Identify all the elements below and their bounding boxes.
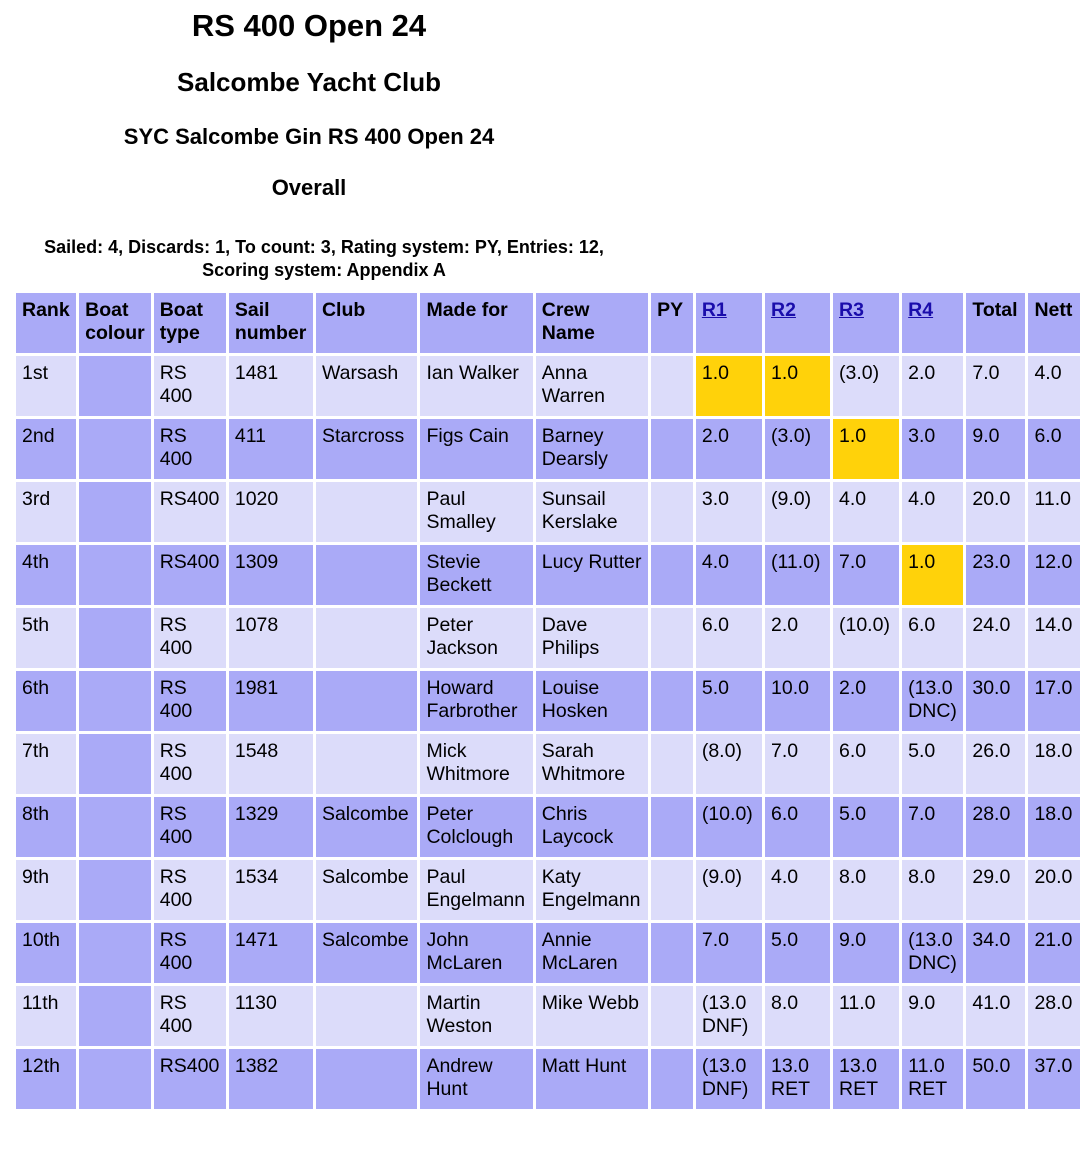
made-for-cell: Figs Cain xyxy=(420,419,532,479)
nett-cell: 11.0 xyxy=(1028,482,1080,542)
nett-cell: 21.0 xyxy=(1028,923,1080,983)
race-1-score: 6.0 xyxy=(696,608,762,668)
table-row xyxy=(16,797,1080,857)
race-4-score: 8.0 xyxy=(902,860,963,920)
made-for-cell: Martin Weston xyxy=(420,986,532,1046)
boat-type-cell: RS 400 xyxy=(154,671,226,731)
crew-name-cell: Katy Engelmann xyxy=(536,860,648,920)
col-header-made-for: Made for xyxy=(420,293,532,353)
race-3-score: 6.0 xyxy=(833,734,899,794)
py-cell xyxy=(651,671,693,731)
col-header-r2 xyxy=(765,293,830,353)
race-4-score: 2.0 xyxy=(902,356,963,416)
race-4-score: 4.0 xyxy=(902,482,963,542)
race-2-score: 13.0 RET xyxy=(765,1049,830,1109)
crew-name-cell: Anna Warren xyxy=(536,356,648,416)
table-row xyxy=(16,419,1080,479)
made-for-cell: Ian Walker xyxy=(420,356,532,416)
py-cell xyxy=(651,923,693,983)
boat-colour-cell xyxy=(79,923,151,983)
crew-name-cell: Louise Hosken xyxy=(536,671,648,731)
race-2-score: 1.0 xyxy=(765,356,830,416)
py-cell xyxy=(651,860,693,920)
col-header-boat-colour: Boat colour xyxy=(79,293,151,353)
table-row xyxy=(16,1049,1080,1109)
boat-colour-cell xyxy=(79,356,151,416)
race-2-score: 7.0 xyxy=(765,734,830,794)
col-header-rank: Rank xyxy=(16,293,76,353)
race-2-score: (9.0) xyxy=(765,482,830,542)
table-row xyxy=(16,608,1080,668)
sail-number-cell: 1534 xyxy=(229,860,313,920)
py-cell xyxy=(651,1049,693,1109)
race-3-score: 5.0 xyxy=(833,797,899,857)
made-for-cell: Peter Colclough xyxy=(420,797,532,857)
nett-cell: 17.0 xyxy=(1028,671,1080,731)
total-cell: 34.0 xyxy=(966,923,1025,983)
sail-number-cell: 1020 xyxy=(229,482,313,542)
nett-cell: 28.0 xyxy=(1028,986,1080,1046)
total-cell: 28.0 xyxy=(966,797,1025,857)
race-3-score: 7.0 xyxy=(833,545,899,605)
race-2-score: 8.0 xyxy=(765,986,830,1046)
boat-type-cell: RS 400 xyxy=(154,797,226,857)
table-row xyxy=(16,671,1080,731)
series-name: Overall xyxy=(271,175,347,200)
nett-cell: 6.0 xyxy=(1028,419,1080,479)
total-cell: 9.0 xyxy=(966,419,1025,479)
race-2-score: (3.0) xyxy=(765,419,830,479)
rank-cell: 4th xyxy=(16,545,76,605)
crew-name-cell: Barney Dearsly xyxy=(536,419,648,479)
crew-name-cell: Sunsail Kerslake xyxy=(536,482,648,542)
race-1-score: 3.0 xyxy=(696,482,762,542)
made-for-cell: Paul Smalley xyxy=(420,482,532,542)
event-name: SYC Salcombe Gin RS 400 Open 24 xyxy=(123,124,495,149)
nett-cell: 4.0 xyxy=(1028,356,1080,416)
race-3-score: 2.0 xyxy=(833,671,899,731)
total-cell: 23.0 xyxy=(966,545,1025,605)
boat-colour-cell xyxy=(79,608,151,668)
crew-name-cell: Sarah Whitmore xyxy=(536,734,648,794)
boat-type-cell: RS400 xyxy=(154,482,226,542)
rank-cell: 2nd xyxy=(16,419,76,479)
made-for-cell: Howard Farbrother xyxy=(420,671,532,731)
rank-cell: 5th xyxy=(16,608,76,668)
made-for-cell: Andrew Hunt xyxy=(420,1049,532,1109)
nett-cell: 18.0 xyxy=(1028,797,1080,857)
club-cell xyxy=(316,671,418,731)
race-3-score: 13.0 RET xyxy=(833,1049,899,1109)
race-1-score: (13.0 DNF) xyxy=(696,986,762,1046)
total-cell: 30.0 xyxy=(966,671,1025,731)
boat-type-cell: RS 400 xyxy=(154,860,226,920)
boat-type-cell: RS400 xyxy=(154,545,226,605)
made-for-cell: Stevie Beckett xyxy=(420,545,532,605)
race-2-score: 5.0 xyxy=(765,923,830,983)
total-cell: 24.0 xyxy=(966,608,1025,668)
table-row xyxy=(16,923,1080,983)
race-4-score: 11.0 RET xyxy=(902,1049,963,1109)
total-cell: 26.0 xyxy=(966,734,1025,794)
py-cell xyxy=(651,734,693,794)
made-for-cell: Mick Whitmore xyxy=(420,734,532,794)
col-header-nett: Nett xyxy=(1028,293,1080,353)
boat-type-cell: RS 400 xyxy=(154,734,226,794)
race-4-score: (13.0 DNC) xyxy=(902,671,963,731)
total-cell: 20.0 xyxy=(966,482,1025,542)
race-1-score: 1.0 xyxy=(696,356,762,416)
crew-name-cell: Annie McLaren xyxy=(536,923,648,983)
race-4-link[interactable]: R4 xyxy=(908,299,934,321)
boat-type-cell: RS 400 xyxy=(154,608,226,668)
rank-cell: 10th xyxy=(16,923,76,983)
club-cell xyxy=(316,734,418,794)
race-4-score: 1.0 xyxy=(902,545,963,605)
sail-number-cell: 1130 xyxy=(229,986,313,1046)
race-2-score: 2.0 xyxy=(765,608,830,668)
table-row xyxy=(16,986,1080,1046)
boat-colour-cell xyxy=(79,860,151,920)
sail-number-cell: 1981 xyxy=(229,671,313,731)
series-summary: Sailed: 4, Discards: 1, To count: 3, Rating system: PY, Entries: 12, Scoring system: Appendix A xyxy=(44,237,604,280)
race-1-score: 7.0 xyxy=(696,923,762,983)
club-cell: Starcross xyxy=(316,419,418,479)
results-body xyxy=(16,356,1080,1109)
sail-number-cell: 1481 xyxy=(229,356,313,416)
rank-cell: 12th xyxy=(16,1049,76,1109)
race-2-score: 4.0 xyxy=(765,860,830,920)
sail-number-cell: 1548 xyxy=(229,734,313,794)
sail-number-cell: 1382 xyxy=(229,1049,313,1109)
race-3-link[interactable]: R3 xyxy=(839,299,864,321)
race-3-score: 8.0 xyxy=(833,860,899,920)
race-1-link[interactable]: R1 xyxy=(701,299,727,321)
nett-cell: 20.0 xyxy=(1028,860,1080,920)
nett-cell: 14.0 xyxy=(1028,608,1080,668)
boat-type-cell: RS 400 xyxy=(154,356,226,416)
col-header-r1 xyxy=(696,293,762,353)
race-1-score: 5.0 xyxy=(696,671,762,731)
table-row xyxy=(16,482,1080,542)
col-header-r4 xyxy=(902,293,963,353)
race-3-score: 11.0 xyxy=(833,986,899,1046)
boat-colour-cell xyxy=(79,671,151,731)
boat-colour-cell xyxy=(79,734,151,794)
boat-colour-cell xyxy=(79,419,151,479)
py-cell xyxy=(651,797,693,857)
crew-name-cell: Lucy Rutter xyxy=(536,545,648,605)
results-table xyxy=(13,290,1080,1112)
py-cell xyxy=(651,419,693,479)
rank-cell: 6th xyxy=(16,671,76,731)
py-cell xyxy=(651,356,693,416)
table-row xyxy=(16,734,1080,794)
race-1-score: 4.0 xyxy=(696,545,762,605)
race-3-score: 1.0 xyxy=(833,419,899,479)
total-cell: 50.0 xyxy=(966,1049,1025,1109)
sail-number-cell: 411 xyxy=(229,419,313,479)
race-1-score: (13.0 DNF) xyxy=(696,1049,762,1109)
boat-colour-cell xyxy=(79,545,151,605)
made-for-cell: Paul Engelmann xyxy=(420,860,532,920)
table-row xyxy=(16,545,1080,605)
crew-name-cell: Dave Philips xyxy=(536,608,648,668)
sail-number-cell: 1078 xyxy=(229,608,313,668)
race-4-score: 6.0 xyxy=(902,608,963,668)
race-1-score: 2.0 xyxy=(696,419,762,479)
boat-type-cell: RS400 xyxy=(154,1049,226,1109)
club-cell: Salcombe xyxy=(316,797,418,857)
boat-colour-cell xyxy=(79,797,151,857)
nett-cell: 18.0 xyxy=(1028,734,1080,794)
boat-colour-cell xyxy=(79,986,151,1046)
col-header-py: PY xyxy=(651,293,693,353)
col-header-club: Club xyxy=(316,293,418,353)
total-cell: 29.0 xyxy=(966,860,1025,920)
crew-name-cell: Mike Webb xyxy=(536,986,648,1046)
header-row xyxy=(16,293,1080,353)
club-cell xyxy=(316,608,418,668)
race-2-score: 10.0 xyxy=(765,671,830,731)
club-cell xyxy=(316,545,418,605)
club-cell: Warsash xyxy=(316,356,418,416)
table-row xyxy=(16,356,1080,416)
race-4-score: 3.0 xyxy=(902,419,963,479)
crew-name-cell: Matt Hunt xyxy=(536,1049,648,1109)
club-cell: Salcombe xyxy=(316,923,418,983)
total-cell: 7.0 xyxy=(966,356,1025,416)
rank-cell: 3rd xyxy=(16,482,76,542)
club-cell xyxy=(316,986,418,1046)
rank-cell: 9th xyxy=(16,860,76,920)
race-3-score: 4.0 xyxy=(833,482,899,542)
race-3-score: 9.0 xyxy=(833,923,899,983)
race-2-score: (11.0) xyxy=(765,545,830,605)
py-cell xyxy=(651,482,693,542)
race-2-link[interactable]: R2 xyxy=(771,299,796,321)
race-3-score: (10.0) xyxy=(833,608,899,668)
py-cell xyxy=(651,986,693,1046)
total-cell: 41.0 xyxy=(966,986,1025,1046)
boat-colour-cell xyxy=(79,1049,151,1109)
table-row xyxy=(16,860,1080,920)
club-cell xyxy=(316,1049,418,1109)
py-cell xyxy=(651,608,693,668)
sail-number-cell: 1309 xyxy=(229,545,313,605)
race-4-score: (13.0 DNC) xyxy=(902,923,963,983)
race-4-score: 9.0 xyxy=(902,986,963,1046)
race-2-score: 6.0 xyxy=(765,797,830,857)
race-3-score: (3.0) xyxy=(833,356,899,416)
rank-cell: 8th xyxy=(16,797,76,857)
rank-cell: 11th xyxy=(16,986,76,1046)
col-header-crew-name: Crew Name xyxy=(536,293,648,353)
col-header-boat-type: Boat type xyxy=(154,293,226,353)
boat-type-cell: RS 400 xyxy=(154,419,226,479)
nett-cell: 12.0 xyxy=(1028,545,1080,605)
club-cell xyxy=(316,482,418,542)
boat-type-cell: RS 400 xyxy=(154,986,226,1046)
boat-colour-cell xyxy=(79,482,151,542)
club-cell: Salcombe xyxy=(316,860,418,920)
col-header-sail-number: Sail number xyxy=(229,293,313,353)
nett-cell: 37.0 xyxy=(1028,1049,1080,1109)
boat-type-cell: RS 400 xyxy=(154,923,226,983)
race-1-score: (10.0) xyxy=(696,797,762,857)
rank-cell: 1st xyxy=(16,356,76,416)
sail-number-cell: 1329 xyxy=(229,797,313,857)
page-title: RS 400 Open 24 xyxy=(191,8,427,43)
race-1-score: (9.0) xyxy=(696,860,762,920)
py-cell xyxy=(651,545,693,605)
crew-name-cell: Chris Laycock xyxy=(536,797,648,857)
rank-cell: 7th xyxy=(16,734,76,794)
col-header-total: Total xyxy=(966,293,1025,353)
race-4-score: 7.0 xyxy=(902,797,963,857)
made-for-cell: Peter Jackson xyxy=(420,608,532,668)
race-1-score: (8.0) xyxy=(696,734,762,794)
made-for-cell: John McLaren xyxy=(420,923,532,983)
race-4-score: 5.0 xyxy=(902,734,963,794)
col-header-r3 xyxy=(833,293,899,353)
sail-number-cell: 1471 xyxy=(229,923,313,983)
club-name: Salcombe Yacht Club xyxy=(177,67,441,97)
